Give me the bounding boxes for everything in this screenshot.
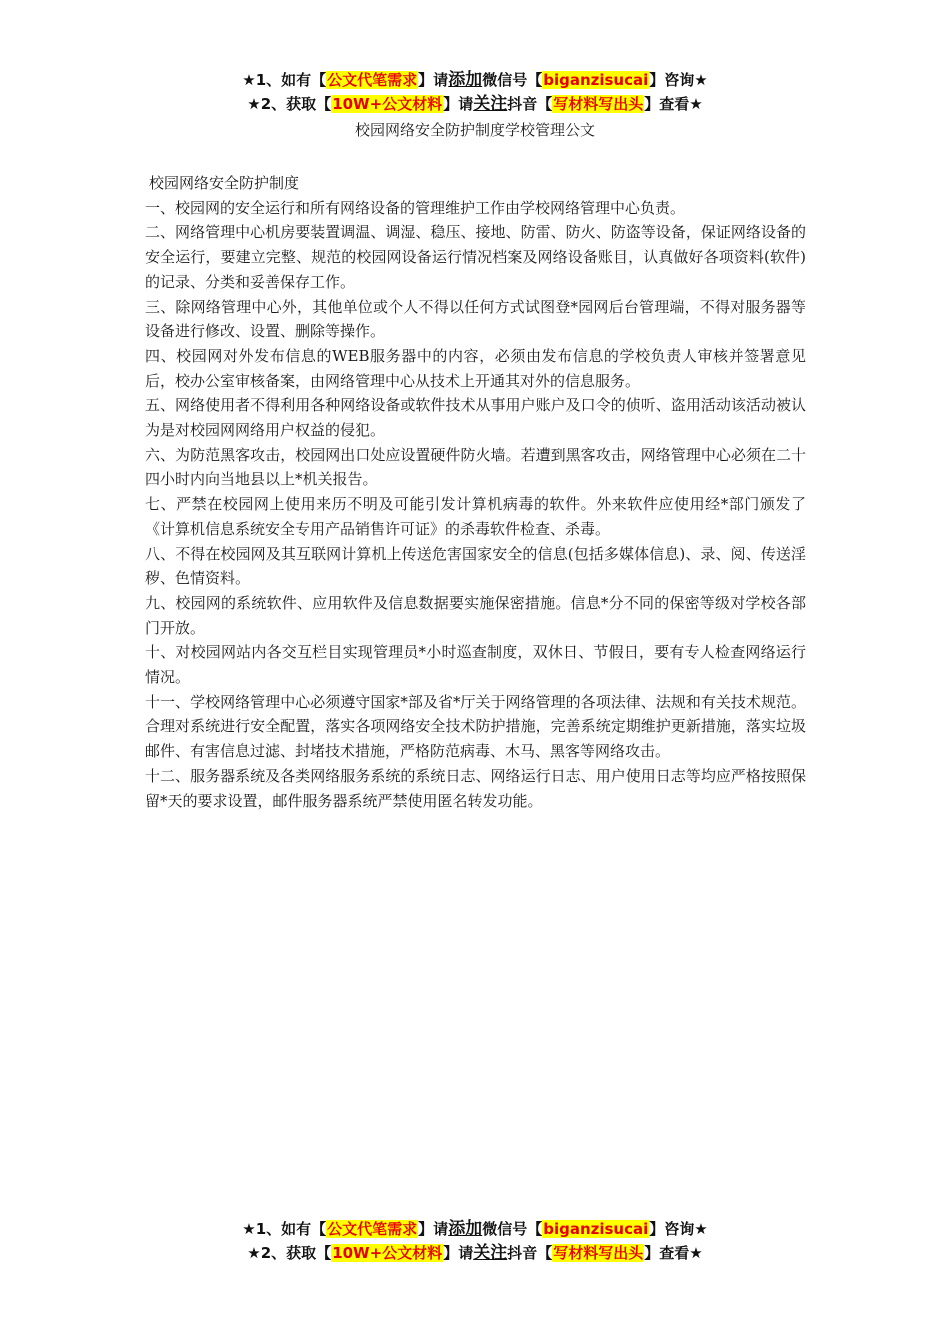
star-icon: ★ (694, 71, 708, 89)
star-icon: ★ (242, 71, 256, 89)
highlight-douyin-account: 写材料写出头 (553, 1244, 644, 1262)
star-icon: ★ (242, 1220, 256, 1238)
highlight-douyin-account: 写材料写出头 (553, 95, 644, 113)
paragraph-8: 八、不得在校园网及其互联网计算机上传送危害国家安全的信息(包括多媒体信息)、录、阅、传送淫秽、色情资料。 (145, 544, 806, 588)
star-icon: ★ (247, 1244, 261, 1262)
highlight-materials: 10W+公文材料 (332, 95, 443, 113)
paragraph-1: 一、校园网的安全运行和所有网络设备的管理维护工作由学校网络管理中心负责。 (145, 198, 686, 217)
promo-banner-bottom (0, 1217, 950, 1265)
emphasis-add: 添加 (448, 70, 483, 90)
highlight-wechat-id: biganzisucai (543, 71, 649, 89)
paragraph-12: 十二、服务器系统及各类网络服务系统的系统日志、网络运行日志、用户使用日志等均应严格按照保留*天的要求设置，邮件服务器系统严禁使用匿名转发功能。 (145, 766, 806, 810)
star-icon: ★ (689, 95, 703, 113)
paragraph-11: 十一、学校网络管理中心必须遵守国家*部及省*厅关于网络管理的各项法律、法规和有关技术规范。合理对系统进行安全配置，落实各项网络安全技术防护措施，完善系统定期维护更新措施，落实垃圾邮件、有害信息过滤、封堵技术措施，严格防范病毒、木马、黑客等网络攻击。 (145, 692, 806, 761)
document-body (145, 171, 806, 813)
emphasis-add: 添加 (448, 1219, 483, 1239)
star-icon: ★ (694, 1220, 708, 1238)
paragraph-3: 三、除网络管理中心外，其他单位或个人不得以任何方式试图登*园网后台管理端，不得对服务器等设备进行修改、设置、删除等操作。 (145, 297, 806, 341)
promo-banner-top (0, 68, 950, 116)
paragraph-4: 四、校园网对外发布信息的WEB服务器中的内容，必须由发布信息的学校负责人审核并签署意见后，校办公室审核备案，由网络管理中心从技术上开通其对外的信息服务。 (145, 346, 806, 390)
paragraph-5: 五、网络使用者不得利用各种网络设备或软件技术从事用户账户及口令的侦听、盗用活动该活动被认为是对校园网网络用户权益的侵犯。 (145, 396, 806, 440)
paragraph-10: 十、对校园网站内各交互栏目实现管理员*小时巡查制度，双休日、节假日，要有专人检查网络运行情况。 (145, 643, 806, 687)
highlight-service: 公文代笔需求 (327, 1220, 418, 1238)
highlight-materials: 10W+公文材料 (332, 1244, 443, 1262)
star-icon: ★ (689, 1244, 703, 1262)
paragraph-2: 二、网络管理中心机房要装置调温、调湿、稳压、接地、防雷、防火、防盗等设备，保证网络设备的安全运行，要建立完整、规范的校园网设备运行情况档案及网络设备账目，认真做好各项资料(软件)的记录、分类和妥善保存工作。 (145, 223, 806, 291)
section-heading: 校园网络安全防护制度 (149, 174, 300, 192)
highlight-service: 公文代笔需求 (327, 71, 418, 89)
paragraph-7: 七、严禁在校园网上使用来历不明及可能引发计算机病毒的软件。外来软件应使用经*部门颁发了《计算机信息系统安全专用产品销售许可证》的杀毒软件检查、杀毒。 (145, 495, 806, 538)
highlight-wechat-id: biganzisucai (543, 1220, 649, 1238)
emphasis-follow: 关注 (473, 94, 508, 114)
promo-line-1: ★1、如有【公文代笔需求】请添加微信号【biganzisucai】咨询★ (242, 70, 708, 90)
promo-line-1: ★1、如有【公文代笔需求】请添加微信号【biganzisucai】咨询★ (242, 1219, 708, 1239)
paragraph-9: 九、校园网的系统软件、应用软件及信息数据要实施保密措施。信息*分不同的保密等级对学校各部门开放。 (145, 593, 806, 637)
paragraph-6: 六、为防范黑客攻击，校园网出口处应设置硬件防火墙。若遭到黑客攻击，网络管理中心必须在二十四小时内向当地县以上*机关报告。 (145, 445, 806, 489)
star-icon: ★ (247, 95, 261, 113)
promo-line-2: ★2、获取【10W+公文材料】请关注抖音【写材料写出头】查看★ (247, 1243, 703, 1263)
emphasis-follow: 关注 (473, 1243, 508, 1263)
promo-line-2: ★2、获取【10W+公文材料】请关注抖音【写材料写出头】查看★ (247, 94, 703, 114)
document-title: 校园网络安全防护制度学校管理公文 (354, 121, 595, 139)
